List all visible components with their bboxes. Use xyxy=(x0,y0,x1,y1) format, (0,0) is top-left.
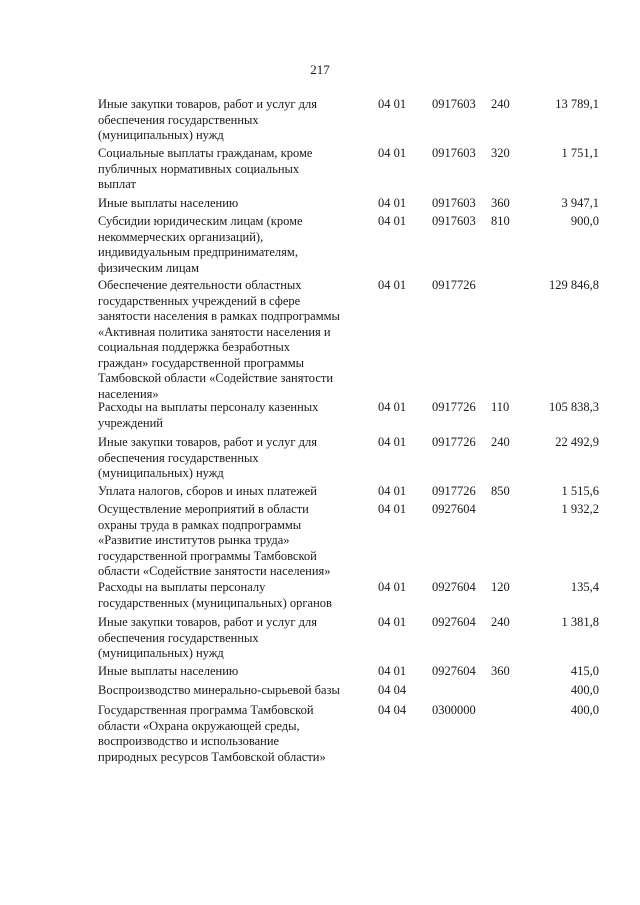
row-target-code: 0927604 xyxy=(432,580,476,594)
row-amount: 415,0 xyxy=(570,664,599,678)
row-name-line: (муниципальных) нужд xyxy=(98,128,224,142)
row-name-line: физическим лицам xyxy=(98,260,199,275)
row-name-line: государственной программы Тамбовской xyxy=(98,548,317,563)
row-name-line: Иные выплаты населению xyxy=(98,196,239,210)
row-name-line: области «Содействие занятости населения» xyxy=(98,564,331,578)
row-expense-code: 110 xyxy=(491,400,510,414)
row-amount: 1 751,1 xyxy=(561,146,599,160)
row-name-line: «Развитие институтов рынка труда» xyxy=(98,533,290,547)
row-amount: 1 932,2 xyxy=(561,502,599,516)
row-name xyxy=(98,615,360,662)
row-name xyxy=(98,97,360,144)
row-expense-code: 360 xyxy=(491,664,510,678)
row-amount: 3 947,1 xyxy=(561,196,599,210)
row-name-line: Государственная программа Тамбовской xyxy=(98,703,314,717)
row-name xyxy=(98,278,360,402)
row-name-line: Иные закупки товаров, работ и услуг для xyxy=(98,97,318,111)
row-amount: 900,0 xyxy=(570,214,599,228)
row-expense-code: 240 xyxy=(491,97,510,111)
row-section: 04 04 xyxy=(378,703,407,717)
row-amount: 105 838,3 xyxy=(549,400,599,414)
row-name-line: выплат xyxy=(98,177,136,191)
row-name-line: Субсидии юридическим лицам (кроме xyxy=(98,214,303,228)
row-amount: 135,4 xyxy=(570,580,599,594)
row-name xyxy=(98,435,360,482)
row-target-code: 0927604 xyxy=(432,664,476,678)
row-target-code: 0917603 xyxy=(432,97,476,111)
row-amount: 1 381,8 xyxy=(561,615,599,629)
row-name-line: государственных (муниципальных) органов xyxy=(98,595,332,610)
row-name-line: учреждений xyxy=(98,415,163,430)
row-target-code: 0917726 xyxy=(432,400,476,414)
row-name-line: Социальные выплаты гражданам, кроме xyxy=(98,146,313,160)
row-name-line: «Активная политика занятости населения и xyxy=(98,324,331,339)
row-name-line: населения» xyxy=(98,386,159,401)
row-name-line: Иные закупки товаров, работ и услуг для xyxy=(98,435,318,449)
row-name-line: Расходы на выплаты персоналу xyxy=(98,580,266,594)
row-target-code: 0927604 xyxy=(432,615,476,629)
row-name-line: Воспроизводство минерально-сырьевой базы xyxy=(98,683,340,697)
row-amount: 400,0 xyxy=(570,683,599,697)
row-name-line: Уплата налогов, сборов и иных платежей xyxy=(98,484,317,498)
row-amount: 22 492,9 xyxy=(555,435,599,449)
row-name xyxy=(98,580,360,611)
row-name-line: (муниципальных) нужд xyxy=(98,466,224,480)
row-amount: 129 846,8 xyxy=(549,278,599,292)
row-expense-code: 810 xyxy=(491,214,510,228)
row-expense-code: 360 xyxy=(491,196,510,210)
row-target-code: 0300000 xyxy=(432,703,476,717)
row-target-code: 0917603 xyxy=(432,146,476,160)
row-section: 04 01 xyxy=(378,615,407,629)
row-name-line: обеспечения государственных xyxy=(98,112,259,127)
row-section: 04 01 xyxy=(378,214,407,228)
page-number: 217 xyxy=(310,62,330,77)
row-target-code: 0917726 xyxy=(432,278,476,292)
row-name-line: занятости населения в рамках подпрограммы xyxy=(98,309,340,323)
row-name-line: обеспечения государственных xyxy=(98,450,259,465)
row-name-line: публичных нормативных социальных xyxy=(98,161,300,176)
row-amount: 400,0 xyxy=(570,703,599,717)
row-name-line: обеспечения государственных xyxy=(98,630,259,645)
row-name-line: области «Охрана окружающей среды, xyxy=(98,718,300,733)
row-expense-code: 320 xyxy=(491,146,510,160)
row-name-line: Осуществление мероприятий в области xyxy=(98,502,309,516)
row-section: 04 01 xyxy=(378,196,407,210)
row-section: 04 01 xyxy=(378,278,407,292)
row-section: 04 01 xyxy=(378,435,407,449)
row-target-code: 0917603 xyxy=(432,196,476,210)
row-name xyxy=(98,664,360,680)
row-expense-code: 120 xyxy=(491,580,510,594)
row-name-line: индивидуальным предпринимателям, xyxy=(98,245,298,259)
row-name-line: природных ресурсов Тамбовской области» xyxy=(98,749,326,764)
row-name xyxy=(98,196,360,212)
row-name-line: Тамбовской области «Содействие занятости xyxy=(98,371,334,385)
row-target-code: 0917726 xyxy=(432,435,476,449)
row-section: 04 01 xyxy=(378,664,407,678)
row-section: 04 01 xyxy=(378,580,407,594)
row-expense-code: 240 xyxy=(491,435,510,449)
row-name-line: охраны труда в рамках подпрограммы xyxy=(98,517,302,532)
row-section: 04 01 xyxy=(378,484,407,498)
row-expense-code: 850 xyxy=(491,484,510,498)
row-name xyxy=(98,400,360,431)
row-name-line: (муниципальных) нужд xyxy=(98,646,224,660)
row-name-line: Иные выплаты населению xyxy=(98,664,239,678)
row-name xyxy=(98,214,360,276)
row-name xyxy=(98,146,360,193)
row-target-code: 0927604 xyxy=(432,502,476,516)
row-name xyxy=(98,683,360,699)
row-name xyxy=(98,703,360,765)
row-target-code: 0917726 xyxy=(432,484,476,498)
row-expense-code: 240 xyxy=(491,615,510,629)
row-name-line: Иные закупки товаров, работ и услуг для xyxy=(98,615,318,629)
row-name-line: воспроизводство и использование xyxy=(98,734,280,748)
row-name-line: граждан» государственной программы xyxy=(98,355,305,370)
row-section: 04 01 xyxy=(378,400,407,414)
row-name-line: некоммерческих организаций), xyxy=(98,229,264,244)
row-name-line: Обеспечение деятельности областных xyxy=(98,278,302,292)
row-amount: 13 789,1 xyxy=(555,97,599,111)
row-name xyxy=(98,484,360,500)
row-section: 04 01 xyxy=(378,502,407,516)
row-section: 04 01 xyxy=(378,146,407,160)
row-section: 04 04 xyxy=(378,683,407,697)
row-amount: 1 515,6 xyxy=(561,484,599,498)
row-section: 04 01 xyxy=(378,97,407,111)
row-name xyxy=(98,502,360,580)
row-name-line: Расходы на выплаты персоналу казенных xyxy=(98,400,319,414)
row-target-code: 0917603 xyxy=(432,214,476,228)
row-name-line: социальная поддержка безработных xyxy=(98,340,291,354)
row-name-line: государственных учреждений в сфере xyxy=(98,293,301,308)
